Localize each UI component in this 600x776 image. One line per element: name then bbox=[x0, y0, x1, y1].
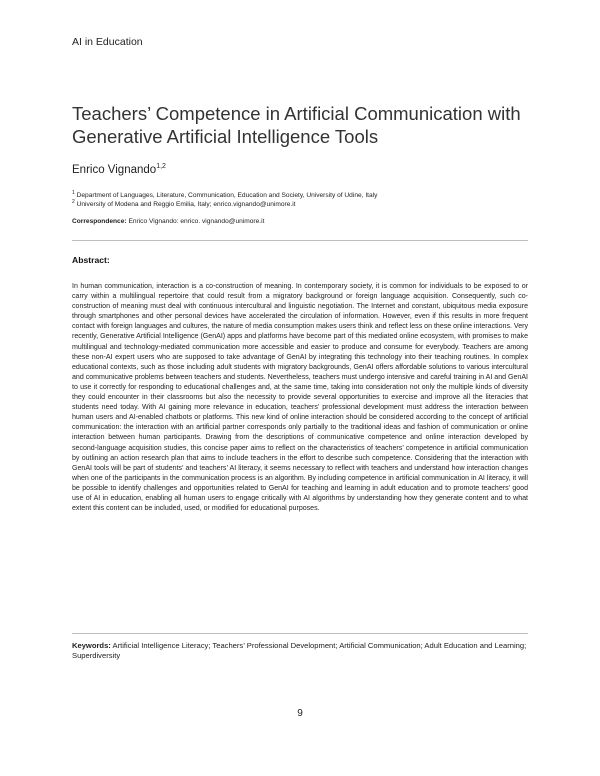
running-head: AI in Education bbox=[72, 36, 143, 48]
affiliation-1-marker: 1 bbox=[72, 190, 75, 196]
author-affiliation-marker: 1,2 bbox=[156, 163, 166, 171]
divider-top bbox=[72, 240, 528, 241]
affiliation-1-text: Department of Languages, Literature, Communication, Education and Society, University of Udine, Italy bbox=[76, 192, 378, 200]
correspondence-text: Enrico Vignando: enrico. vignando@unimore.it bbox=[128, 218, 265, 225]
article-title: Teachers’ Competence in Artificial Communication with Generative Artificial Intelligence Tools bbox=[72, 103, 521, 147]
keywords bbox=[72, 641, 528, 662]
author-line bbox=[72, 164, 166, 176]
page-number: 9 bbox=[297, 708, 303, 719]
keywords-label: Keywords: bbox=[72, 641, 111, 650]
correspondence-label: Correspondence: bbox=[72, 218, 127, 225]
affiliation-2-marker: 2 bbox=[72, 199, 75, 205]
keywords-text: Artificial Intelligence Literacy; Teachers’ Professional Development; Artificial Communication; Adult Education and Learning; Superdiversity bbox=[72, 641, 527, 661]
abstract-text: In human communication, interaction is a co-construction of meaning. In contemporary society, it is common for individuals to be exposed to or carry within a multilingual repertoire that could result from a migratory background or foreign language acquisition. Consequently, such co-construction of meaning must deal with continuous intercultural and linguistic negotiation. The Internet and constant, ubiquitous media exposure through smartphones and other personal devices have accelerated the circulation of information. However, even if this results in more frequent contact with foreign languages and cultures, the nature of media consumption makes users think and reflect less on these online interactions. Very recently, Generative Artificial Intelligence (GenAI) apps and platforms have become part of this mediated online ecosystem, with promises to make multilingual and technology-mediated communication more accessible and easier to produce and consume for everybody. Teachers are among these non-AI expert users who are supposed to take advantage of GenAI by integrating this technology into their teaching routines. In complex educational contexts, such as those including adult students with migratory backgrounds, GenAI offers affordable solutions to various intercultural and communicative problems between teachers and students. Nevertheless, teachers must undergo intensive and careful training in AI and GenAI to use it correctly for responding to educational challenges and, at the same time, taking into consideration not only the multiple kinds of diversity they could encounter in their classrooms but also the necessity to provide several opportunities to exercise and improve all the literacies that students need today. With AI gaining more relevance in education, teachers’ professional development must address the interaction between human users and AI-enabled chatbots or platforms. This new kind of online interaction should be considered according to the concept of artificial communication: the interaction with an artificial partner corresponds only partially to the traditional ideas and fashion of communication or online interaction between human participants. Drawing from the descriptions of communicative competence and online interaction developed by second-language acquisition studies, this concise paper aims to reflect on the characteristics of teachers’ competence in artificial communication by outlining an action research plan that aims to include teachers in the effort to describe such competence. Considering that the interaction with GenAI tools will be part of students’ and teachers’ AI literacy, it seems necessary to reflect with teachers and understand how interaction changes when one of the participants in the communication process is an algorithm. By including competence in artificial communication in AI literacy, it will be possible to identify challenges and opportunities related to GenAI for teaching and learning in adult education and to promote teachers’ good use of AI in education, enabling all human users to engage critically with AI algorithms by understanding how they generate content and to what extent this content can be included, used, or modified for educational purposes. bbox=[72, 283, 528, 513]
affiliation-1 bbox=[72, 190, 377, 199]
author-name: Enrico Vignando bbox=[72, 164, 157, 176]
affiliation-2-text: University of Modena and Reggio Emilia, Italy; enrico.vignando@unimore.it bbox=[76, 201, 296, 209]
affiliation-2 bbox=[72, 199, 296, 208]
correspondence bbox=[72, 218, 264, 225]
abstract-heading: Abstract: bbox=[72, 255, 110, 265]
divider-bottom bbox=[72, 633, 528, 634]
